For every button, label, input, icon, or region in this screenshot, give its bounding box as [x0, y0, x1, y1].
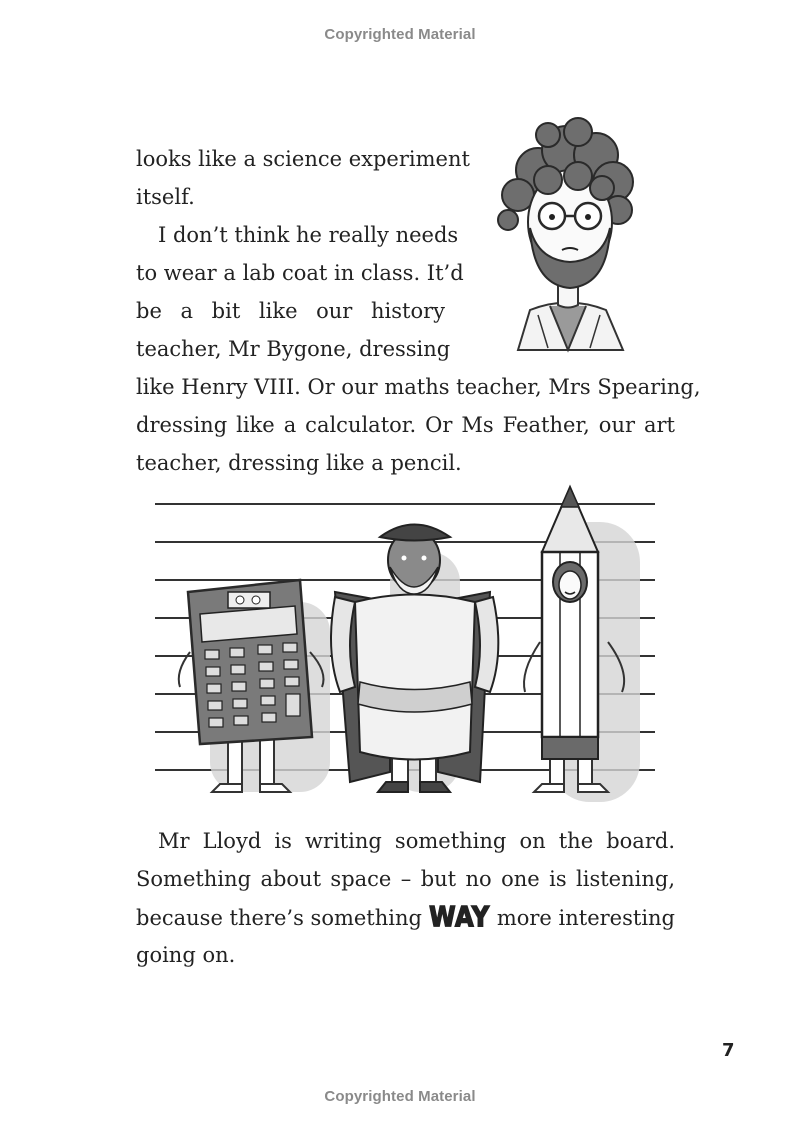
henry-viii-costume — [331, 525, 498, 793]
text-line: Something about space – but no one is listening, — [136, 867, 675, 891]
text-line: teacher, Mr Bygone, dressing — [136, 337, 451, 361]
copyright-header: Copyrighted Material — [324, 26, 476, 43]
text-line: dressing like a calculator. Or Ms Feather, our art — [136, 413, 675, 437]
text-segment: because there’s something — [136, 906, 422, 930]
page-number: 7 — [722, 1040, 735, 1061]
text-line — [136, 898, 675, 937]
copyright-footer: Copyrighted Material — [324, 1088, 476, 1105]
text-line: going on. — [136, 943, 236, 967]
text-line: looks like a science experiment — [136, 147, 470, 171]
text-segment: more interesting — [496, 906, 675, 930]
emphasis-word: WAY — [429, 900, 490, 934]
text-line: Mr Lloyd is writing something on the board. — [158, 829, 675, 853]
costume-lineup-illustration — [150, 482, 660, 812]
text-line: to wear a lab coat in class. It’d — [136, 261, 464, 285]
text-line: be a bit like our history — [136, 299, 445, 323]
text-line: like Henry VIII. Or our maths teacher, Mrs Spearing, — [136, 375, 701, 399]
text-line: itself. — [136, 185, 195, 209]
scientist-teacher-illustration — [478, 110, 658, 360]
text-line: I don’t think he really needs — [158, 223, 459, 247]
text-line: teacher, dressing like a pencil. — [136, 451, 462, 475]
